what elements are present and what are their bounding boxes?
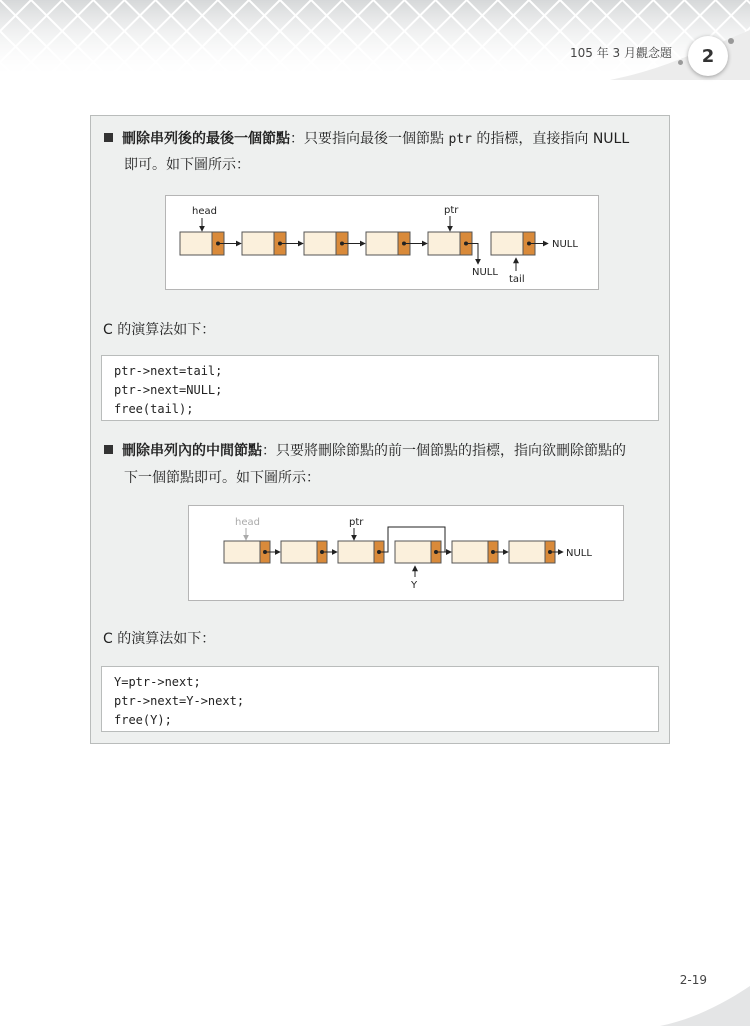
list-node bbox=[242, 232, 286, 255]
section1-title: 刪除串列後的最後一個節點 bbox=[122, 131, 290, 147]
section2-title: 刪除串列內的中間節點 bbox=[122, 443, 262, 459]
chapter-badge: 2 bbox=[688, 36, 728, 76]
figure-delete-last-node bbox=[165, 195, 599, 290]
code-line: ptr->next=tail; bbox=[114, 364, 223, 378]
list-node bbox=[304, 232, 348, 255]
bullet-square-icon bbox=[104, 133, 113, 142]
list-node bbox=[224, 541, 270, 563]
list-node bbox=[509, 541, 555, 563]
figure-delete-middle-node bbox=[188, 505, 624, 601]
code-line: ptr->next=Y->next; bbox=[114, 694, 245, 708]
section1-code-word: ptr bbox=[448, 132, 472, 147]
list-node bbox=[366, 232, 410, 255]
section-header-title: 105 年 3 月觀念題 bbox=[570, 46, 672, 60]
algorithm-title: C 的演算法如下： bbox=[103, 322, 216, 338]
ptr-label: ptr bbox=[444, 205, 459, 216]
section2-text-a: ：只要將刪除節點的前一個節點的指標，指向欲刪除節點的 bbox=[262, 443, 626, 459]
list-node bbox=[452, 541, 498, 563]
code-line: free(tail); bbox=[114, 402, 194, 416]
null-label: NULL bbox=[552, 239, 578, 250]
list-node-ptr bbox=[338, 541, 384, 563]
head-label: head bbox=[192, 206, 217, 217]
y-label: Y bbox=[411, 580, 418, 591]
section1-text-c: 即可。如下圖所示： bbox=[124, 157, 250, 173]
ptr-label: ptr bbox=[349, 517, 364, 528]
code-line: Y=ptr->next; bbox=[114, 675, 201, 689]
tail-label: tail bbox=[509, 274, 525, 285]
badge-dot-decoration bbox=[728, 38, 734, 44]
section1-paragraph bbox=[104, 128, 629, 151]
section1-text-a: ：只要指向最後一個節點 bbox=[290, 131, 449, 147]
section2-text-b: 下一個節點即可。如下圖所示： bbox=[124, 470, 320, 486]
list-node-ptr bbox=[428, 232, 472, 255]
section1-text-b: 的指標，直接指向 NULL bbox=[471, 131, 630, 147]
code-line: ptr->next=NULL; bbox=[114, 383, 223, 397]
head-label: head bbox=[235, 517, 260, 528]
algorithm-title: C 的演算法如下： bbox=[103, 631, 216, 647]
code-line: free(Y); bbox=[114, 713, 172, 727]
content-panel bbox=[90, 115, 670, 744]
corner-decoration bbox=[660, 976, 750, 1026]
list-node bbox=[180, 232, 224, 255]
bullet-square-icon bbox=[104, 445, 113, 454]
code-block bbox=[101, 666, 659, 732]
page-number: 2-19 bbox=[679, 973, 707, 987]
code-block bbox=[101, 355, 659, 421]
null-label: NULL bbox=[566, 548, 592, 559]
badge-dot-decoration bbox=[678, 60, 683, 65]
null-label-below: NULL bbox=[472, 267, 498, 278]
list-node bbox=[281, 541, 327, 563]
header-pattern bbox=[0, 0, 750, 80]
list-node-deleted bbox=[395, 541, 441, 563]
section2-paragraph bbox=[104, 440, 626, 462]
list-node-tail bbox=[491, 232, 535, 255]
